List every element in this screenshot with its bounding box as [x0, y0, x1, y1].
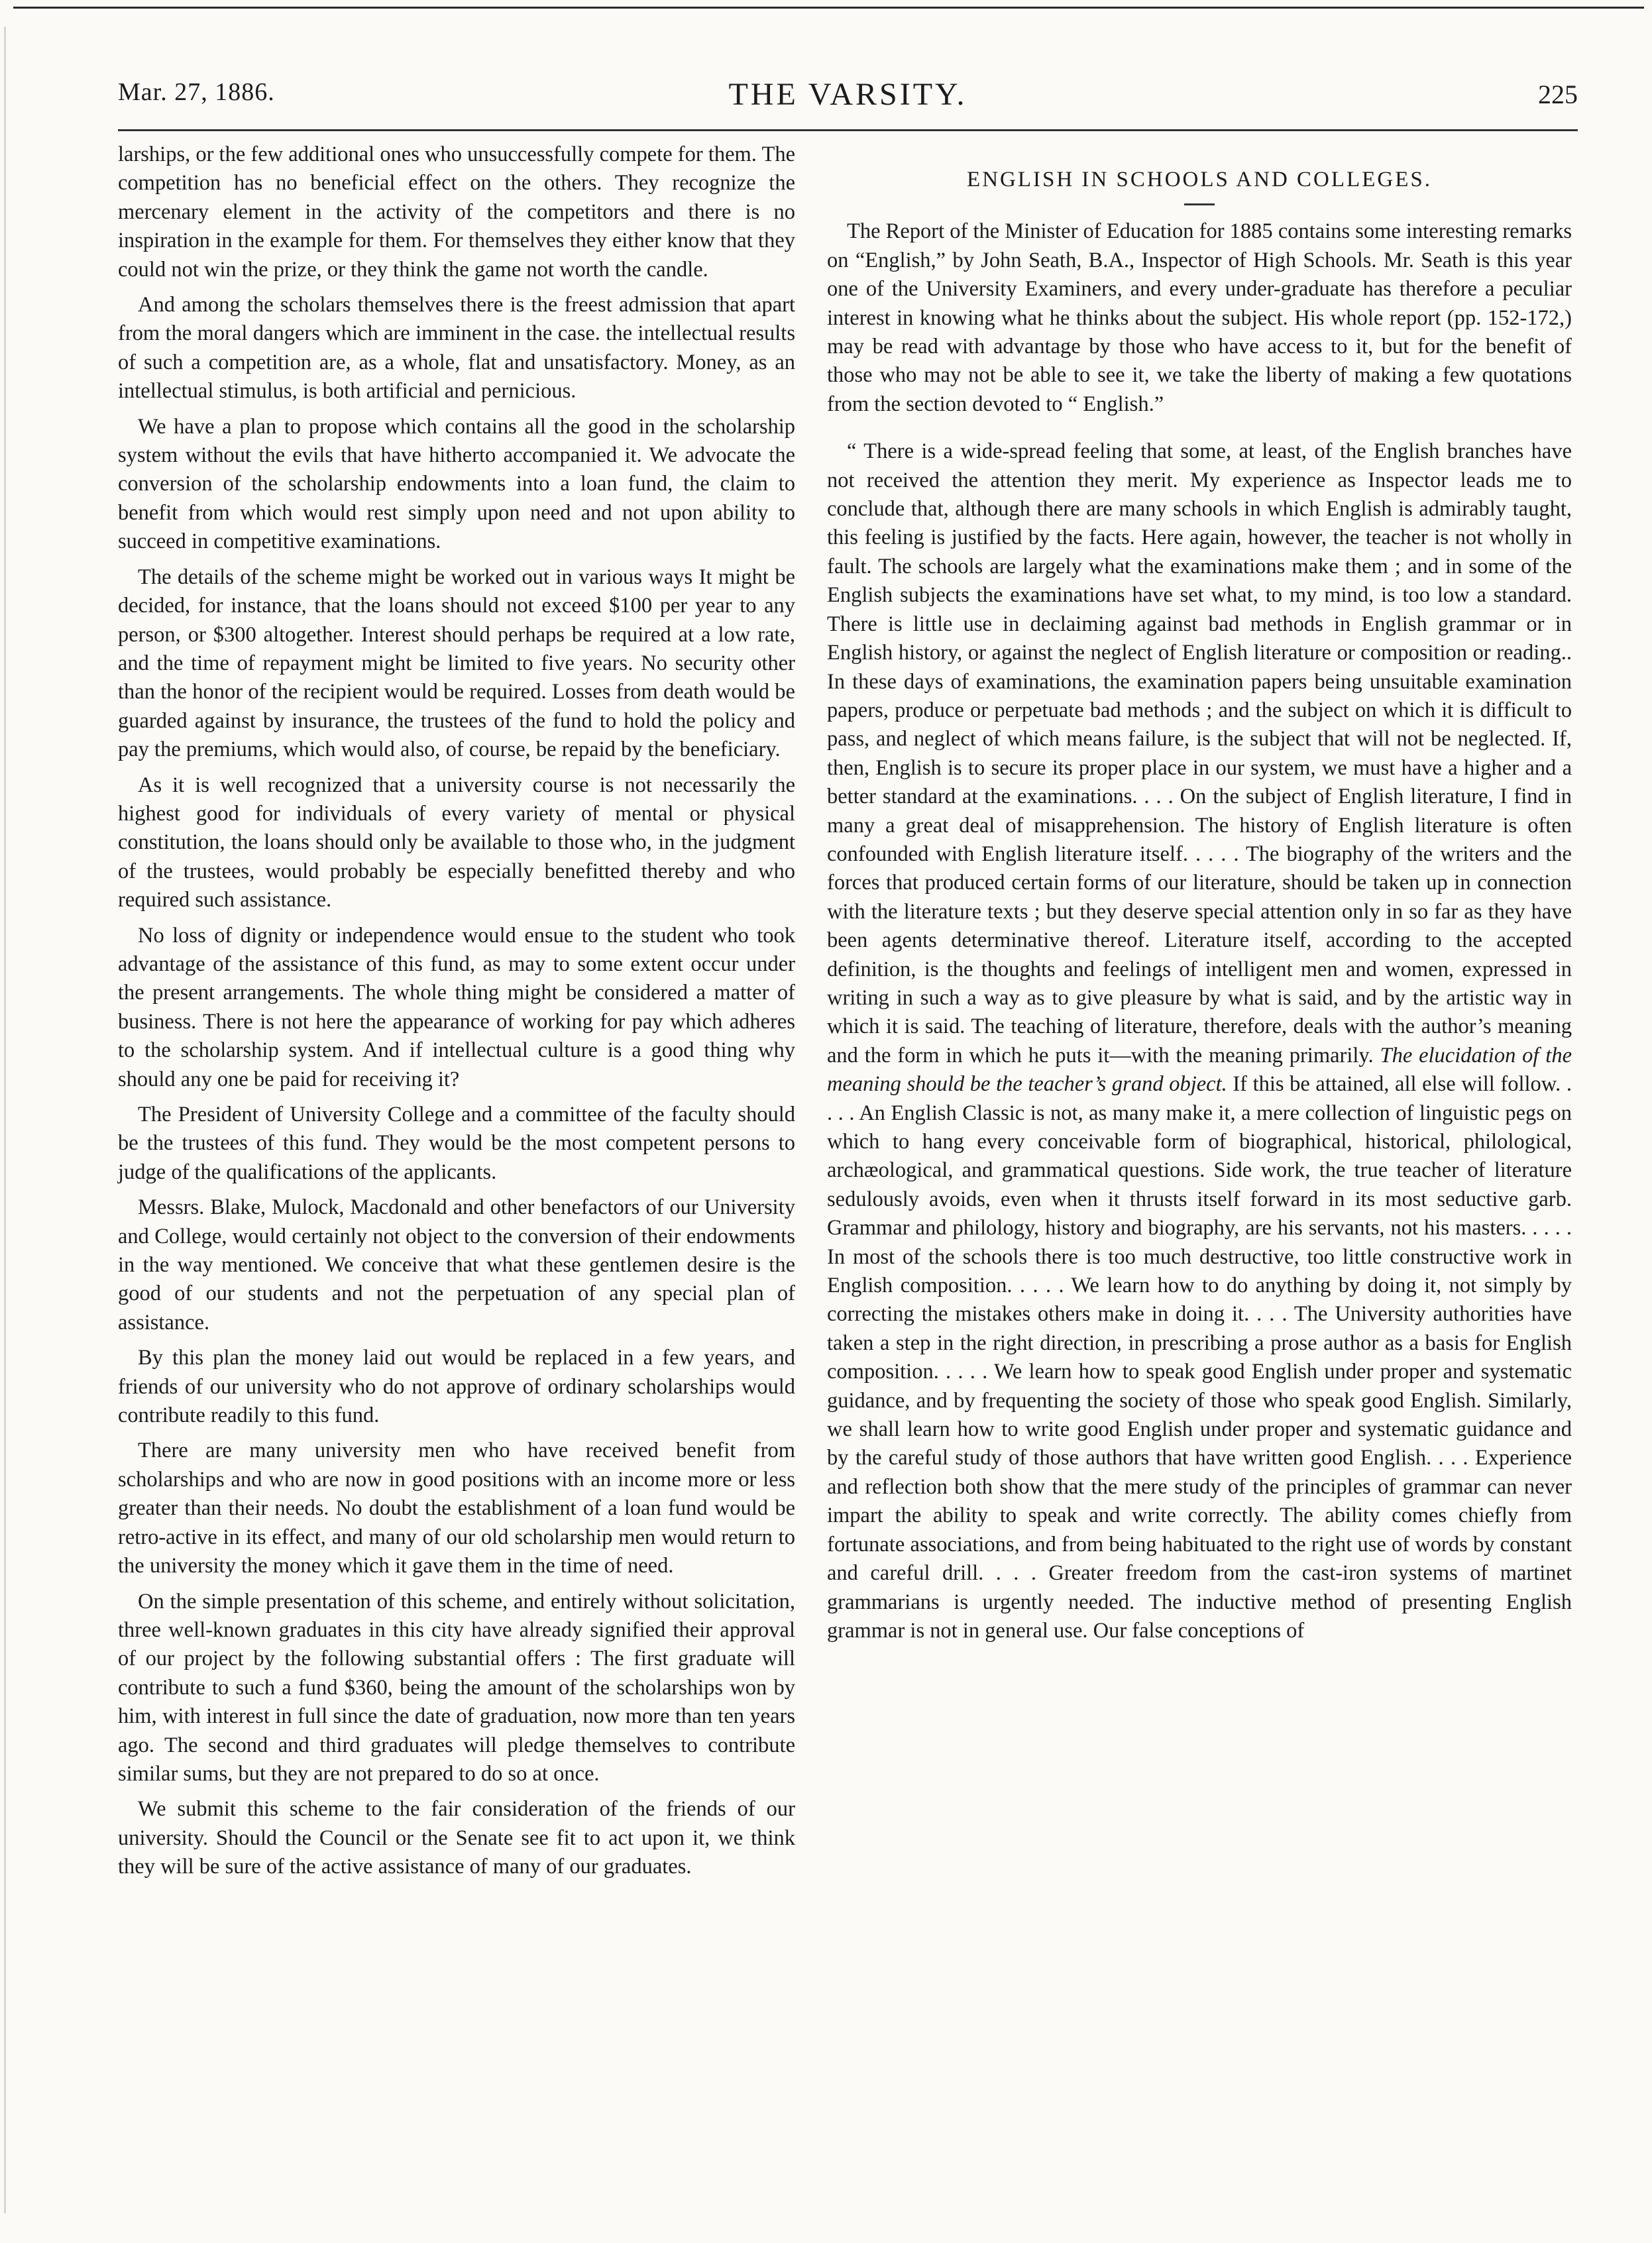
paragraph: No loss of dignity or independence would ensue to the student who took advantage of the assistance of this fund, as may to some extent occur under the present arrangements. The whole thing might be considered a matter of business. There is not here the appearance of working for pay which adheres to the scholarship system. And if intellectual culture is a good thing why should any one be paid for receiving it? — [118, 923, 795, 1091]
issue-date: Mar. 27, 1886. — [118, 78, 275, 106]
quote-text-continued: If this be attained, all else will follow. . . . . An English Classic is not, as many make it, a mere collection of linguistic pegs on which to hang every conceivable form of biographical, historical, philological, archæological, and grammatical questions. Side work, the true teacher of literature sedulously avoids, even when it thrusts itself forward in its most seductive garb. Grammar and philology, history and biography, are his servants, not his masters. . . . . In most of the schools there is too much destructive, too little constructive work in English composition. . . . . We learn how to do anything by doing it, not simply by correcting the mistakes others make in doing it. . . . The University authorities have taken a step in the right direction, in prescribing a prose author as a basis for English composition. . . . . We learn how to speak good English under proper and systematic guidance, and by frequenting the society of those who speak good English. Similarly, we shall learn how to write good English under proper and systematic guidance and by the careful study of those authors that have written good English. . . . Experience and reflection both show that the mere study of the principles of grammar can never impart the ability to speak and write correctly. The ability comes chiefly from fortunate associations, and from being habituated to the right use of words by constant and careful drill. . . . Greater freedom from the cast-iron systems of martinet grammarians is urgently needed. The inductive method of presenting English grammar is not in general use. Our false conceptions of — [827, 1072, 1572, 1643]
paragraph: By this plan the money laid out would be replaced in a few years, and friends of our university who do not approve of ordinary scholarships would contribute readily to this fund. — [118, 1346, 795, 1428]
paragraph: The President of University College and a committee of the faculty should be the trustees of this fund. They would be the most competent persons to judge of the qualifications of the applicants. — [118, 1103, 795, 1184]
page-left-edge — [4, 27, 6, 2213]
page-header — [118, 63, 1578, 131]
heading-divider — [1184, 203, 1215, 205]
paragraph: We have a plan to propose which contains all the good in the scholarship system without the evils that have hitherto accompanied it. We advocate the conversion of the scholarship endowments into a loan fund, the claim to benefit from which would rest simply upon need and not upon ability to succeed in competitive examinations. — [118, 414, 795, 554]
quote-italic: The elucidation of the meaning should be the teacher’s grand object. — [827, 1043, 1572, 1097]
quoted-report — [827, 437, 1572, 1645]
left-column — [118, 140, 795, 1888]
quote-text: “ There is a wide-spread feeling that some, at least, of the English branches have not received the attention they merit. My experience as Inspector leads me to conclude that, although there are many schools in which English is admirably taught, this feeling is justified by the facts. Here again, however, the teacher is not wholly in fault. The schools are largely what the examinations make them ; and in some of the English subjects the examinations have set what, to my mind, is too low a standard. There is little use in declaiming against bad methods in English grammar or in English history, or against the neglect of English literature or composition or reading.. In these days of examinations, the examination papers being unsuitable examination papers, produce or perpetuate bad methods ; and the subject on which it is difficult to pass, and neglect of which means failure, is the subject that will not be neglected. If, then, English is to secure its proper place in our system, we must have a higher and a better standard at the examinations. . . . On the subject of English literature, I find in many a great deal of misapprehension. The history of English literature is often confounded with English literature itself. . . . . The biography of the writers and the forces that produced certain forms of our literature, should be taken up in connection with the literature texts ; but they deserve special attention only in so far as they have been agents determinative thereof. Literature itself, according to the accepted definition, is the thoughts and feelings of intelligent men and women, expressed in writing in such a way as to give pleasure by what is said, and by the artistic way in which it is said. The teaching of literature, therefore, deals with the author’s meaning and the form in which he puts it—with the meaning primarily. — [827, 439, 1572, 1067]
paragraph: As it is well recognized that a university course is not necessarily the highest good for individuals of every variety of mental or physical constitution, the loans should only be available to those who, in the judgment of the trustees, would probably be especially benefitted thereby and who required such assistance. — [118, 773, 795, 912]
article-heading: ENGLISH IN SCHOOLS AND COLLEGES. — [967, 168, 1432, 191]
paragraph: larships, or the few additional ones who unsuccessfully compete for them. The competition has no beneficial effect on the others. They recognize the mercenary element in the activity of the competitors and there is no inspiration in the example for them. For themselves they either know that they could not win the prize, or they think the game not worth the candle. — [118, 142, 795, 282]
top-border-rule — [13, 7, 1644, 9]
paragraph: Messrs. Blake, Mulock, Macdonald and other benefactors of our University and College, would certainly not object to the conversion of their endowments in the way mentioned. We conceive that what these gentlemen desire is the good of our students and not the perpetuation of any special plan of assistance. — [118, 1195, 795, 1335]
intro-paragraph: The Report of the Minister of Education for 1885 contains some interesting remarks on “English,” by John Seath, B.A., Inspector of High Schools. Mr. Seath is this year one of the University Examiners, and every under-graduate has therefore a peculiar interest in knowing what he thinks about the subject. His whole report (pp. 152-172,) may be read with advantage by those who have access to it, but for the benefit of those who may not be able to see it, we take the liberty of making a few quotations from the section devoted to “ English.” — [827, 219, 1572, 416]
paragraph: There are many university men who have received benefit from scholarships and who are now in good positions with an income more or less greater than their needs. No doubt the establishment of a loan fund would be retro-active in its effect, and many of our old scholarship men would return to the university the money which it gave them in the time of need. — [118, 1439, 795, 1578]
paragraph: On the simple presentation of this scheme, and entirely without solicitation, three well-known graduates in this city have already signified their approval of our project by the following substantial offers : The first graduate will contribute to such a fund $360, being the amount of the scholarships won by him, with interest in full since the date of graduation, now more than ten years ago. The second and third graduates will pledge themselves to contribute similar sums, but they are not prepared to do so at once. — [118, 1589, 795, 1786]
paragraph: We submit this scheme to the fair consideration of the friends of our university. Should the Council or the Senate see fit to act upon it, we think they will be sure of the active assistance of many of our graduates. — [118, 1797, 795, 1879]
page-number: 225 — [1538, 80, 1578, 109]
paragraph: The details of the scheme might be worked out in various ways It might be decided, for instance, that the loans should not exceed $100 per year to any person, or $300 altogether. Interest should perhaps be required at a low rate, and the time of repayment might be limited to five years. No security other than the honor of the recipient would be required. Losses from death would be guarded against by insurance, the trustees of the fund to hold the policy and pay the premiums, which would also, of course, be repaid by the beneficiary. — [118, 565, 795, 762]
right-column — [827, 140, 1572, 1652]
publication-title: THE VARSITY. — [728, 77, 967, 112]
paragraph: And among the scholars themselves there is the freest admission that apart from the moral dangers which are imminent in the case. the intellectual results of such a competition are, as a whole, flat and unsatisfactory. Money, as an intellectual stimulus, is both artificial and pernicious. — [118, 293, 795, 404]
